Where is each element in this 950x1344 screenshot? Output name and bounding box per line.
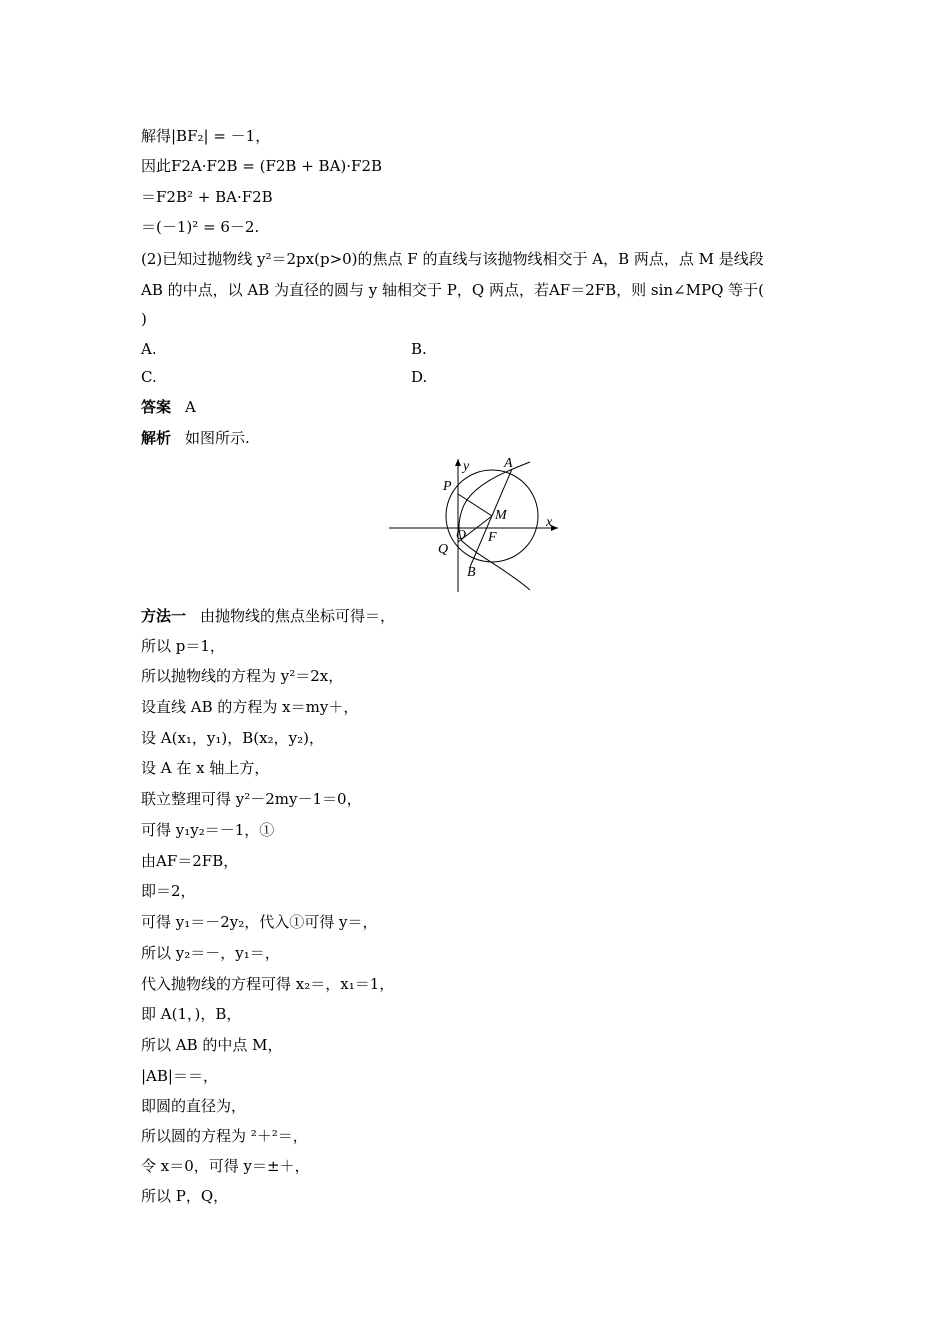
solution-line-1: 解得|BF₂| = －1， (141, 127, 271, 145)
label-f: F (488, 530, 497, 545)
label-x: x (546, 515, 553, 530)
answer-row (141, 397, 196, 417)
answer-label: 答案 (141, 398, 172, 416)
method-line-10: 即＝2， (141, 882, 196, 900)
method-one-row (141, 606, 395, 626)
label-q: Q (438, 542, 449, 557)
label-m: M (495, 508, 507, 523)
method-line-6: 设 A 在 x 轴上方， (141, 759, 270, 777)
method-line-20: 所以 P，Q， (141, 1187, 229, 1205)
solution-line-2: 因此F2A·F2B = (F2B + BA)·F2B (141, 157, 383, 175)
method-line-3: 所以抛物线的方程为 y²＝2x， (141, 667, 344, 685)
method-label: 方法一 (141, 607, 187, 625)
analysis-text: 如图所示. (185, 429, 250, 447)
method-line-12: 所以 y₂＝－，y₁＝， (141, 944, 280, 962)
method-line-13: 代入抛物线的方程可得 x₂＝，x₁＝1， (141, 975, 395, 993)
option-d: D. (411, 368, 428, 386)
method-line-19: 令 x＝0，可得 y＝±＋， (141, 1157, 310, 1175)
label-a: A (504, 456, 513, 471)
analysis-row (141, 428, 250, 448)
question-line-3: ) (141, 310, 147, 328)
option-a: A. (141, 340, 157, 358)
answer-value: A (185, 398, 196, 416)
label-p: P (443, 479, 452, 494)
method-line-15: 所以 AB 的中点 M， (141, 1036, 283, 1054)
method-line-4: 设直线 AB 的方程为 x＝my＋， (141, 698, 359, 716)
method-line-9: 由AF＝2FB， (141, 852, 239, 870)
method-line-5: 设 A(x₁，y₁)，B(x₂，y₂)， (141, 729, 324, 747)
method-line-1: 由抛物线的焦点坐标可得＝， (200, 607, 396, 625)
method-line-18: 所以圆的方程为 ²＋²＝， (141, 1127, 308, 1145)
method-line-14: 即 A(1，)，B， (141, 1005, 242, 1023)
label-b: B (467, 565, 476, 580)
label-o: O (456, 528, 467, 543)
solution-line-4: ＝(－1)² = 6－2. (141, 218, 260, 236)
method-line-17: 即圆的直径为， (141, 1097, 247, 1115)
method-line-16: |AB|＝＝， (141, 1067, 218, 1085)
geometry-figure (384, 452, 564, 598)
y-axis-arrow (455, 459, 461, 466)
method-line-11: 可得 y₁＝－2y₂，代入①可得 y＝， (141, 913, 378, 931)
question-line-2: AB 的中点，以 AB 为直径的圆与 y 轴相交于 P，Q 两点，若AF＝2FB，则 sin∠MPQ 等于( (141, 281, 765, 299)
method-line-8: 可得 y₁y₂＝－1，① (141, 821, 275, 839)
method-line-2: 所以 p＝1， (141, 637, 225, 655)
analysis-label: 解析 (141, 429, 172, 447)
option-c: C. (141, 368, 157, 386)
option-b: B. (411, 340, 427, 358)
segment-pm (458, 494, 492, 516)
solution-line-3: ＝F2B² + BA·F2B (141, 188, 273, 206)
method-line-7: 联立整理可得 y²－2my－1＝0， (141, 790, 362, 808)
label-y: y (463, 459, 470, 474)
question-line-1: (2)已知过抛物线 y²＝2px(p>0)的焦点 F 的直线与该抛物线相交于 A，B 两点，点 M 是线段 (141, 250, 764, 268)
